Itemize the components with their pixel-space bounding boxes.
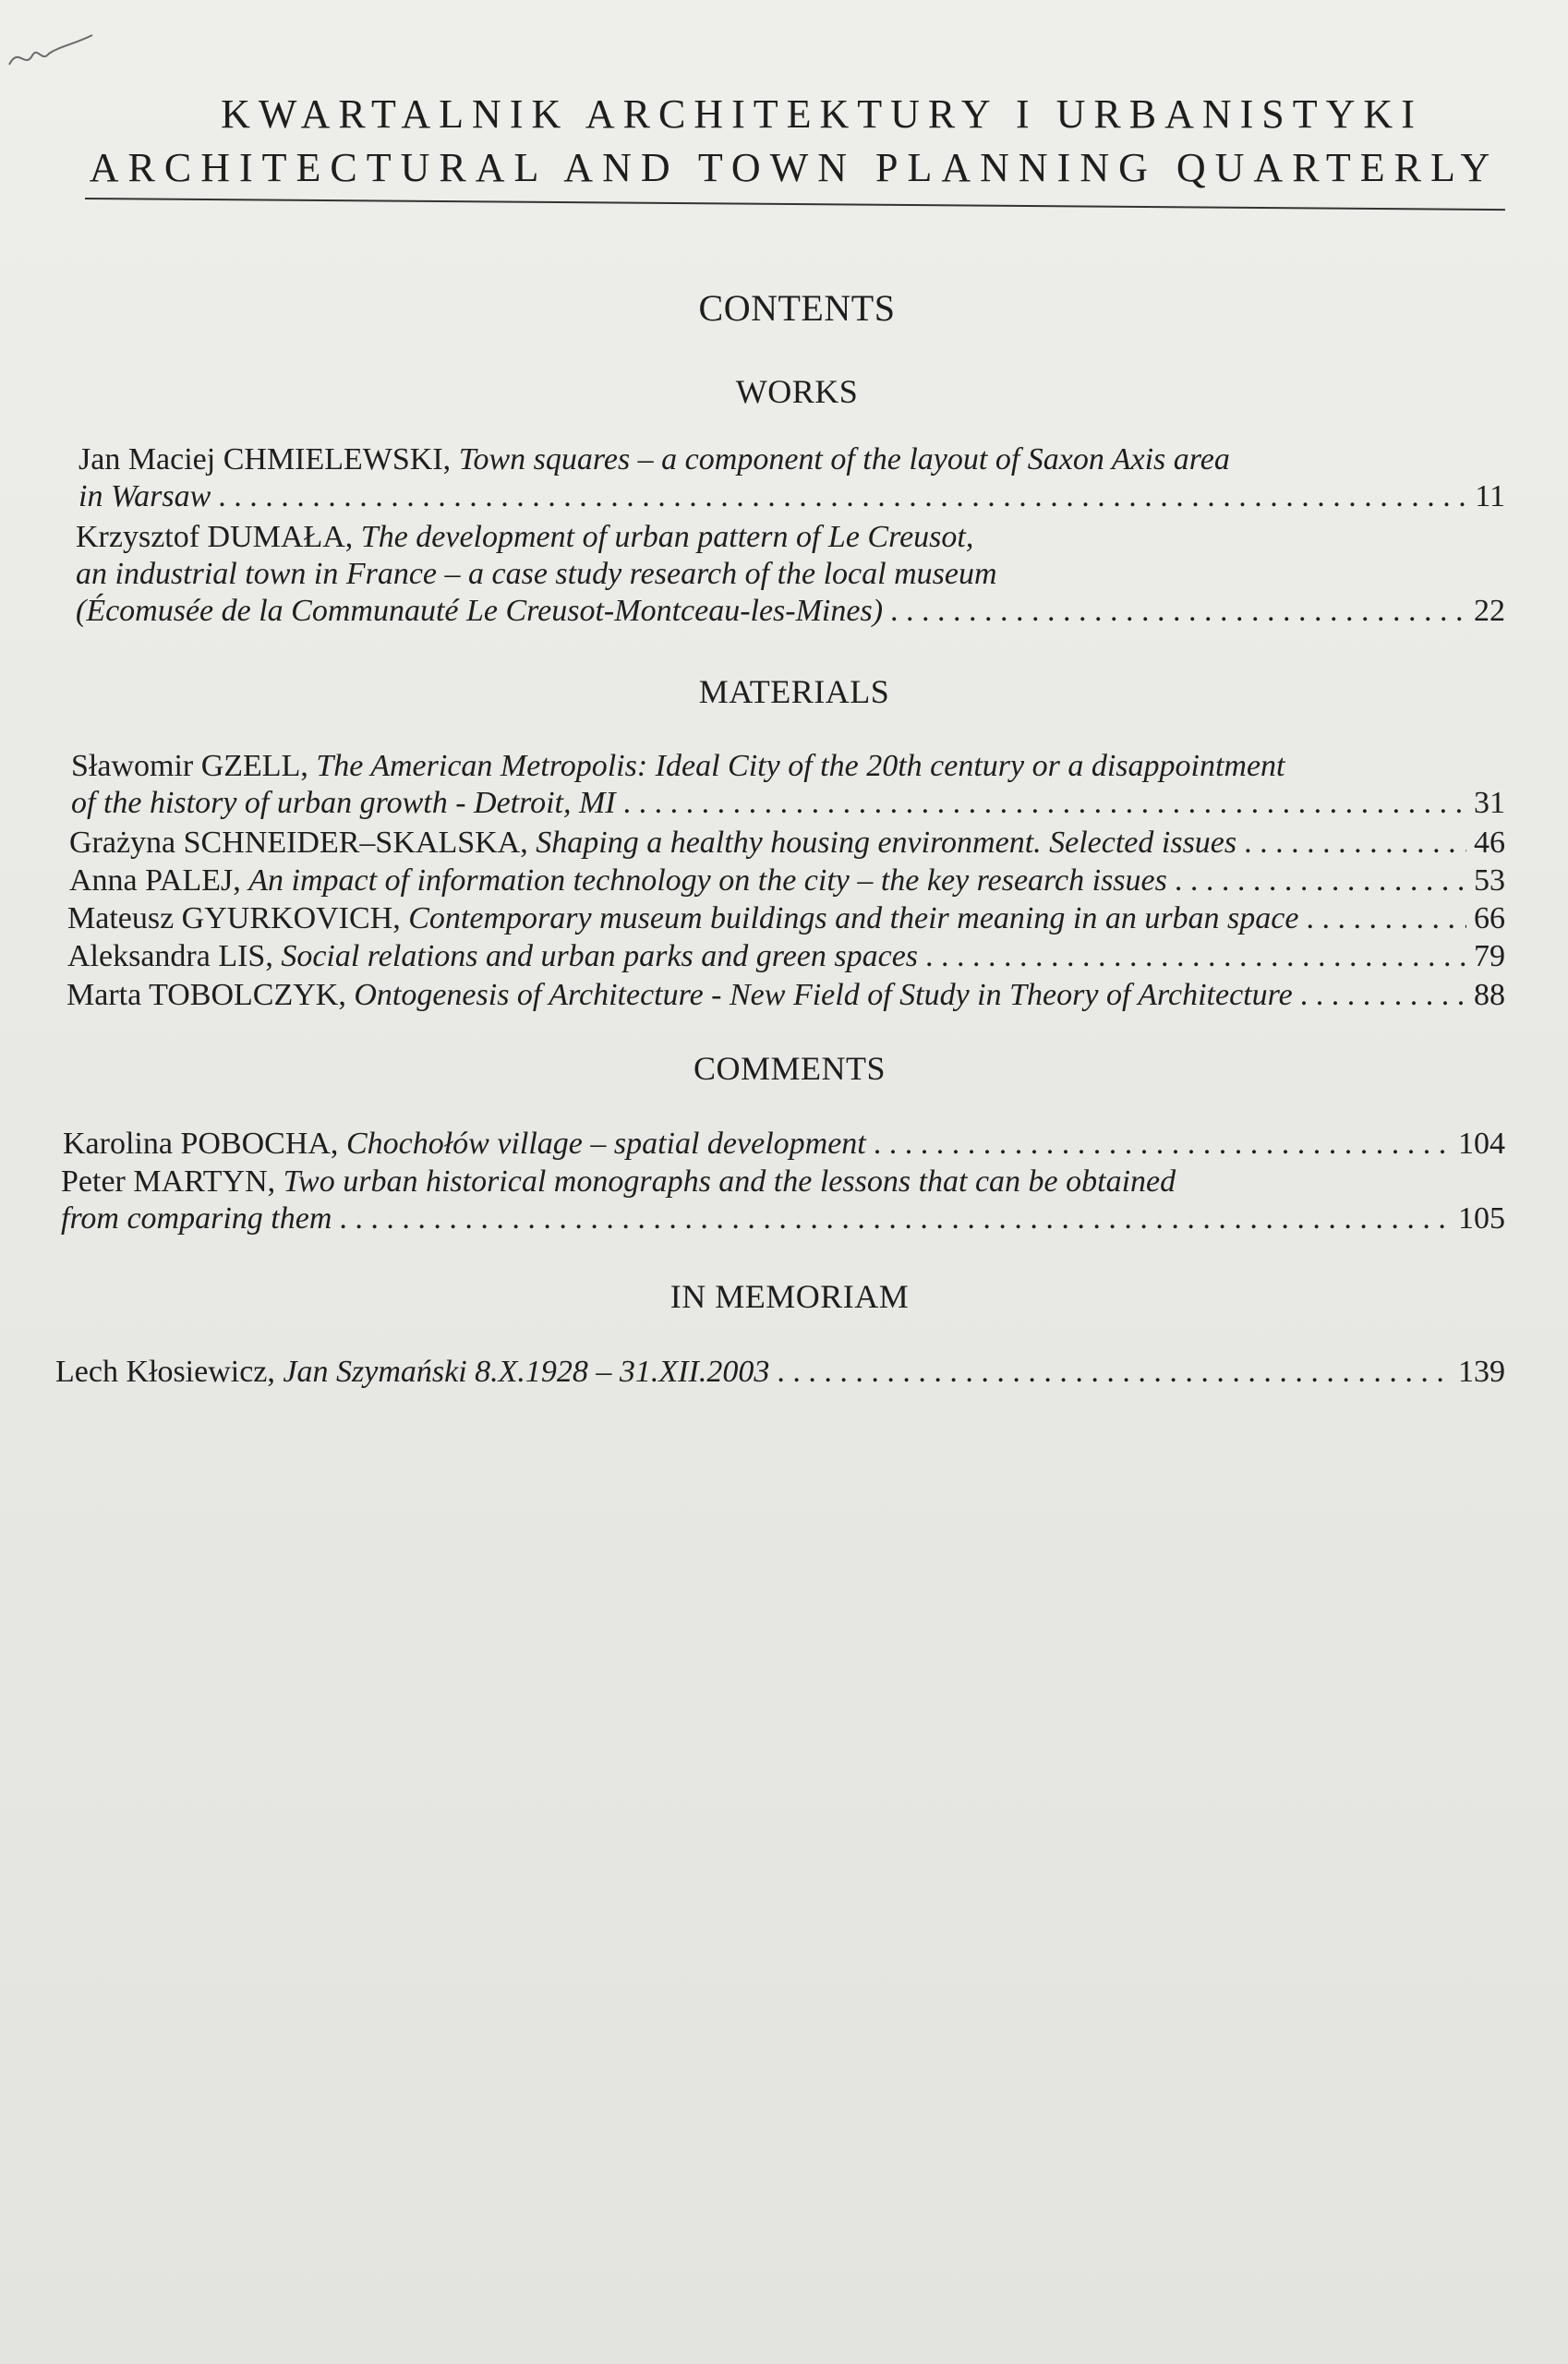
- toc-entry: [67, 938, 1505, 975]
- toc-entry-middle-line: [76, 556, 1505, 593]
- toc-entry: [69, 825, 1505, 862]
- toc-entry-last-line: [67, 938, 1505, 975]
- toc-entry: [66, 977, 1505, 1014]
- leader-dots: [1175, 862, 1466, 899]
- toc-entry-last-line: [63, 1126, 1505, 1163]
- toc-author: Aleksandra LIS,: [67, 939, 273, 973]
- leader-dots: [623, 785, 1466, 822]
- toc-entry: [78, 441, 1505, 515]
- masthead-divider: [85, 198, 1505, 211]
- toc-title: Contemporary museum buildings and their meaning in an urban space: [408, 901, 1299, 935]
- toc-entry-last-line: [67, 900, 1505, 937]
- toc-title: Social relations and urban parks and green spaces: [281, 939, 919, 973]
- toc-title: Town squares – a component of the layout of Saxon Axis area: [458, 442, 1230, 476]
- masthead-english-title: ARCHITECTURAL AND TOWN PLANNING QUARTERLY: [89, 145, 1500, 190]
- toc-author: Anna PALEJ,: [69, 863, 241, 898]
- toc-title-continued: from comparing them: [61, 1201, 332, 1236]
- toc-page-number: 105: [1458, 1201, 1505, 1236]
- toc-title: Jan Szymański 8.X.1928 – 31.XII.2003: [283, 1355, 770, 1389]
- toc-page-number: 46: [1474, 826, 1505, 860]
- toc-title-continued: an industrial town in France – a case study research of the local museum: [76, 557, 997, 591]
- toc-author: Krzysztof DUMAŁA,: [76, 520, 354, 554]
- toc-page-number: 31: [1474, 786, 1505, 820]
- section-heading-in-memoriam: IN MEMORIAM: [669, 1278, 910, 1315]
- section-heading-works: WORKS: [735, 373, 859, 410]
- toc-title-continued: of the history of urban growth - Detroit, MI: [71, 786, 616, 820]
- toc-entry: [69, 862, 1505, 899]
- toc-author: Grażyna SCHNEIDER–SKALSKA,: [69, 826, 528, 860]
- masthead-polish-title: KWARTALNIK ARCHITEKTURY I URBANISTYKI: [221, 91, 1423, 137]
- toc-title-continued: in Warsaw: [78, 479, 211, 513]
- leader-dots: [777, 1354, 1451, 1391]
- pen-mark-scribble: [5, 28, 97, 74]
- toc-entry-first-line: [61, 1164, 1505, 1200]
- leader-dots: [890, 593, 1466, 630]
- toc-entry-last-line: [55, 1354, 1505, 1391]
- toc-page-number: 53: [1474, 863, 1505, 898]
- toc-author: Jan Maciej CHMIELEWSKI,: [78, 442, 452, 476]
- toc-title: The American Metropolis: Ideal City of the 20th century or a disappointment: [316, 749, 1285, 783]
- toc-entry: [71, 748, 1505, 822]
- toc-entry-last-line: [76, 593, 1505, 630]
- toc-title: Two urban historical monographs and the lessons that can be obtained: [283, 1164, 1176, 1199]
- toc-title: The development of urban pattern of Le Creusot,: [360, 520, 974, 554]
- toc-page-number: 88: [1474, 978, 1505, 1012]
- toc-author: Lech Kłosiewicz,: [55, 1355, 275, 1389]
- leader-dots: [925, 938, 1466, 975]
- toc-title: Ontogenesis of Architecture - New Field of Study in Theory of Architecture: [354, 978, 1293, 1012]
- toc-title: Shaping a healthy housing environment. Selected issues: [536, 826, 1237, 860]
- toc-author: Sławomir GZELL,: [71, 749, 308, 783]
- contents-heading: CONTENTS: [698, 287, 896, 329]
- toc-title: An impact of information technology on the city – the key research issues: [248, 863, 1167, 898]
- toc-entry: [67, 900, 1505, 937]
- toc-author: Peter MARTYN,: [61, 1164, 276, 1199]
- leader-dots: [1300, 977, 1466, 1014]
- toc-page-number: 66: [1474, 901, 1505, 935]
- journal-masthead: [83, 88, 1505, 195]
- toc-author: Mateusz GYURKOVICH,: [67, 901, 401, 935]
- leader-dots: [1244, 825, 1466, 862]
- toc-page-number: 104: [1458, 1127, 1505, 1161]
- toc-page-number: 11: [1475, 479, 1505, 513]
- toc-entry-last-line: [61, 1200, 1505, 1237]
- toc-author: Karolina POBOCHA,: [63, 1127, 339, 1161]
- toc-entry-last-line: [71, 785, 1505, 822]
- leader-dots: [218, 478, 1467, 515]
- toc-entry-last-line: [66, 977, 1505, 1014]
- toc-entry: [61, 1164, 1505, 1237]
- toc-page-number: 139: [1458, 1355, 1505, 1389]
- toc-entry-first-line: [78, 441, 1505, 478]
- toc-page-number: 79: [1474, 939, 1505, 973]
- toc-entry: [76, 519, 1505, 630]
- leader-dots: [339, 1200, 1451, 1237]
- toc-entry-last-line: [69, 862, 1505, 899]
- toc-author: Marta TOBOLCZYK,: [66, 978, 346, 1012]
- toc-title: Chochołów village – spatial development: [345, 1127, 866, 1161]
- toc-entry-first-line: [76, 519, 1505, 556]
- section-heading-comments: COMMENTS: [693, 1050, 887, 1087]
- toc-entry: [63, 1126, 1505, 1163]
- toc-entry-first-line: [71, 748, 1505, 785]
- toc-entry-last-line: [69, 825, 1505, 862]
- leader-dots: [1306, 900, 1466, 937]
- toc-title-continued: (Écomusée de la Communauté Le Creusot-Montceau-les-Mines): [76, 594, 884, 628]
- leader-dots: [874, 1126, 1451, 1163]
- toc-page-number: 22: [1474, 594, 1505, 628]
- section-heading-materials: MATERIALS: [698, 673, 890, 710]
- toc-entry-last-line: [78, 478, 1505, 515]
- toc-entry: [55, 1354, 1505, 1391]
